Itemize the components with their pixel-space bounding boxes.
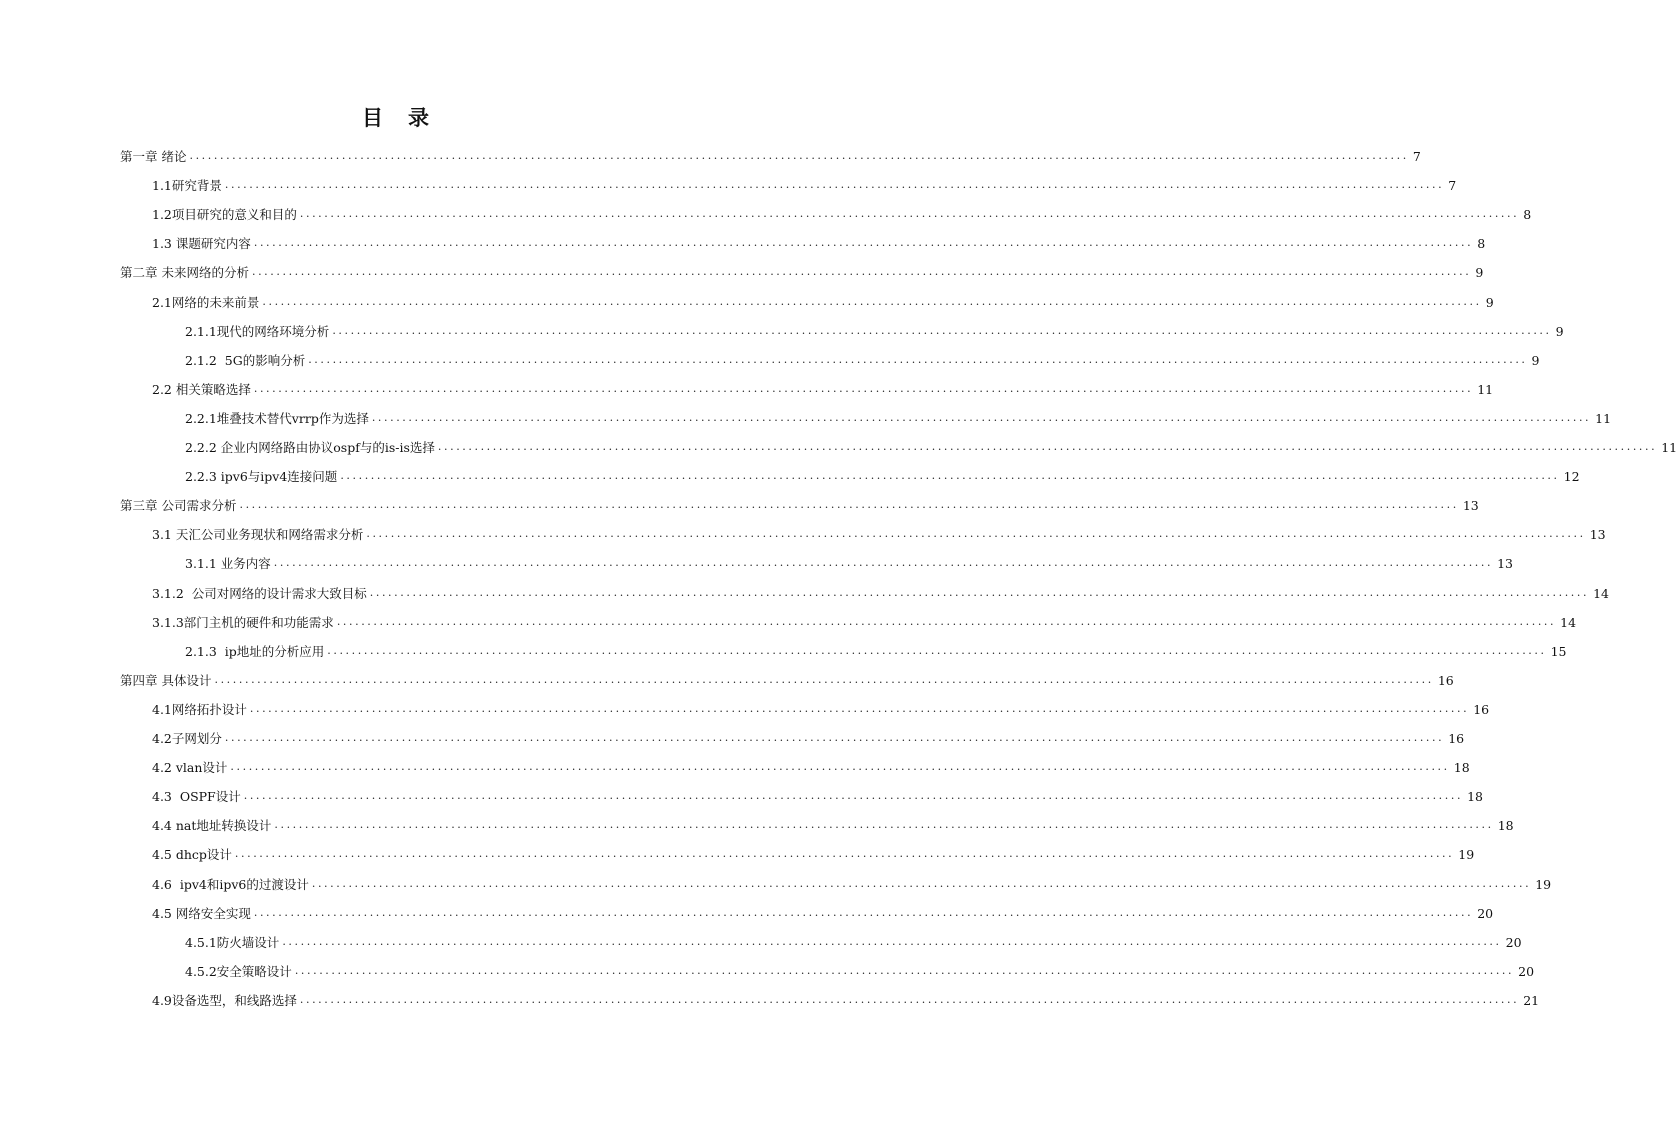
toc-page-number: 13 (1462, 498, 1479, 514)
toc-page-number: 9 (1555, 323, 1564, 339)
toc-entry[interactable] (152, 176, 1457, 196)
toc-entry[interactable] (152, 816, 1514, 836)
toc-page-number: 11 (1477, 381, 1494, 397)
toc-page-number: 16 (1437, 672, 1454, 688)
toc-entry-text: 第二章 未来网络的分析 (120, 265, 249, 281)
toc-entry-text: 4.2 vlan设计 (152, 760, 228, 776)
toc-leader-dots: ........................................................................................................................................................................................................ (253, 381, 1474, 395)
toc-page-number: 19 (1458, 847, 1475, 863)
toc-page-number: 20 (1477, 905, 1494, 921)
toc-page-number: 16 (1473, 701, 1490, 717)
toc-leader-dots: ........................................................................................................................................................................................................ (224, 178, 1445, 192)
toc-page-number: 12 (1563, 469, 1580, 485)
toc-leader-dots: ........................................................................................................................................................................................................ (340, 469, 1560, 483)
toc-entry-text: 4.6 ipv4和ipv6的过渡设计 (152, 876, 309, 892)
toc-entry-text: 4.2子网划分 (152, 731, 222, 746)
toc-leader-dots: ........................................................................................................................................................................................................ (214, 672, 1434, 686)
toc-entry-text: 第四章 具体设计 (120, 672, 212, 688)
toc-leader-dots: ........................................................................................................................................................................................................ (327, 643, 1547, 657)
toc-entry[interactable] (152, 234, 1486, 254)
toc-entry-text: 2.2 相关策略选择 (152, 381, 251, 397)
toc-entry-text: 4.5 dhcp设计 (152, 847, 232, 863)
toc-entry-text: 3.1.1 业务内容 (185, 556, 271, 572)
toc-entry[interactable] (152, 845, 1475, 865)
toc-leader-dots: ........................................................................................................................................................................................................ (224, 731, 1445, 744)
toc-page-number: 20 (1505, 934, 1522, 950)
toc-entry[interactable] (185, 467, 1580, 487)
toc-entry-text: 2.2.1堆叠技术替代vrrp作为选择 (185, 410, 369, 426)
toc-entry-text: 3.1 天汇公司业务现状和网络需求分析 (152, 527, 364, 543)
toc-entry[interactable] (185, 438, 1677, 458)
toc-page-number: 14 (1560, 614, 1577, 630)
toc-page-number: 13 (1497, 556, 1514, 572)
toc-page-number: 16 (1448, 731, 1465, 746)
toc-entry[interactable] (185, 933, 1522, 953)
toc-entry[interactable] (152, 875, 1552, 895)
toc-entry[interactable] (185, 962, 1535, 982)
toc-page-number: 9 (1531, 352, 1540, 368)
toc-page-number: 20 (1518, 963, 1535, 979)
toc-entry-text: 3.1.2 公司对网络的设计需求大致目标 (152, 585, 367, 601)
toc-entry[interactable] (152, 700, 1490, 720)
toc-page-number: 21 (1523, 992, 1540, 1008)
toc-page-number: 9 (1475, 265, 1484, 281)
toc-entry[interactable] (120, 263, 1484, 283)
toc-entry[interactable] (152, 904, 1494, 924)
toc-entry[interactable] (185, 642, 1567, 662)
toc-entry-text: 4.9设备选型，和线路选择 (152, 992, 297, 1008)
toc-leader-dots: ........................................................................................................................................................................................................ (234, 847, 1455, 861)
toc-entry[interactable] (185, 322, 1564, 342)
toc-entry-text: 4.1网络拓扑设计 (152, 701, 247, 717)
toc-leader-dots: ........................................................................................................................................................................................................ (262, 294, 1482, 308)
toc-page-number: 19 (1535, 876, 1552, 892)
toc-entry[interactable] (152, 787, 1483, 807)
toc-leader-dots: ........................................................................................................................................................................................................ (253, 236, 1474, 250)
toc-page-number: 11 (1661, 440, 1677, 455)
toc-leader-dots: ........................................................................................................................................................................................................ (366, 527, 1586, 541)
toc-entry-text: 4.5.2安全策略设计 (185, 963, 292, 979)
toc-entry[interactable] (120, 496, 1479, 516)
toc-entry-text: 2.1.1现代的网络环境分析 (185, 323, 330, 339)
toc-page-number: 14 (1593, 585, 1609, 601)
toc-leader-dots: ........................................................................................................................................................................................................ (311, 876, 1532, 890)
toc-entry-text: 4.5.1防火墙设计 (185, 934, 280, 950)
toc-leader-dots: ........................................................................................................................................................................................................ (273, 556, 1494, 570)
toc-leader-dots: ........................................................................................................................................................................................................ (308, 352, 1528, 366)
toc-entry-text: 3.1.3部门主机的硬件和功能需求 (152, 614, 334, 630)
toc-leader-dots: ........................................................................................................................................................................................................ (274, 818, 1494, 832)
toc-entry-text: 2.2.2 企业内网络路由协议ospf与的is-is选择 (185, 440, 435, 455)
toc-leader-dots: ........................................................................................................................................................................................................ (253, 905, 1474, 919)
toc-leader-dots: ........................................................................................................................................................................................................ (332, 323, 1552, 337)
toc-entry-text: 第三章 公司需求分析 (120, 498, 237, 514)
toc-leader-dots: ........................................................................................................................................................................................................ (437, 440, 1658, 453)
toc-entry[interactable] (120, 671, 1454, 691)
toc-leader-dots: ........................................................................................................................................................................................................ (336, 614, 1557, 628)
toc-page-number: 13 (1589, 527, 1606, 543)
toc-page-number: 11 (1595, 410, 1612, 426)
toc-entry[interactable] (152, 729, 1465, 749)
toc-page-number: 7 (1448, 178, 1457, 194)
toc-leader-dots: ........................................................................................................................................................................................................ (189, 149, 1409, 162)
toc-entry-text: 2.1网络的未来前景 (152, 294, 260, 310)
toc-leader-dots: ........................................................................................................................................................................................................ (299, 992, 1520, 1006)
toc-entry[interactable] (152, 293, 1494, 313)
toc-leader-dots: ........................................................................................................................................................................................................ (251, 265, 1472, 279)
toc-entry-text: 1.2项目研究的意义和目的 (152, 207, 297, 223)
toc-entry-text: 4.5 网络安全实现 (152, 905, 251, 921)
toc-page-number: 8 (1477, 236, 1486, 252)
toc-entry-text: 1.3 课题研究内容 (152, 236, 251, 252)
toc-leader-dots: ........................................................................................................................................................................................................ (243, 789, 1464, 803)
toc-page-number: 9 (1485, 294, 1494, 310)
toc-leader-dots: ........................................................................................................................................................................................................ (249, 701, 1470, 715)
toc-entry[interactable] (152, 525, 1606, 545)
toc-entry-text: 2.2.3 ipv6与ipv4连接问题 (185, 469, 338, 485)
toc-entry-text: 2.1.3 ip地址的分析应用 (185, 643, 325, 659)
toc-entry[interactable] (152, 380, 1494, 400)
toc-entry-text: 第一章 绪论 (120, 149, 187, 164)
toc-entry[interactable] (185, 554, 1514, 574)
toc-page-number: 7 (1412, 149, 1421, 164)
toc-page-number: 18 (1453, 760, 1470, 776)
toc-leader-dots: ........................................................................................................................................................................................................ (282, 934, 1502, 948)
toc-leader-dots: ........................................................................................................................................................................................................ (299, 207, 1520, 221)
toc-title: 目 录 (362, 106, 431, 130)
toc-entry[interactable] (185, 409, 1612, 429)
toc-entry-text: 4.3 OSPF设计 (152, 789, 241, 805)
toc-entry[interactable] (120, 147, 1421, 167)
toc-entry-text: 1.1研究背景 (152, 178, 222, 194)
toc-entry[interactable] (152, 991, 1540, 1011)
toc-page-number: 8 (1523, 207, 1532, 223)
toc-entry[interactable] (185, 351, 1540, 371)
toc-entry[interactable] (152, 584, 1609, 604)
toc-entry-text: 4.4 nat地址转换设计 (152, 818, 272, 834)
toc-page-number: 18 (1467, 789, 1483, 805)
toc-leader-dots: ........................................................................................................................................................................................................ (294, 963, 1515, 977)
toc-entry-text: 2.1.2 5G的影响分析 (185, 352, 306, 368)
toc-leader-dots: ........................................................................................................................................................................................................ (230, 760, 1450, 774)
toc-leader-dots: ........................................................................................................................................................................................................ (369, 585, 1590, 599)
toc-page-number: 15 (1550, 643, 1567, 659)
toc-page-number: 18 (1497, 818, 1514, 834)
toc-entry[interactable] (152, 758, 1470, 778)
toc-leader-dots: ........................................................................................................................................................................................................ (239, 498, 1459, 512)
toc-entry[interactable] (152, 205, 1532, 225)
toc-leader-dots: ........................................................................................................................................................................................................ (371, 410, 1592, 424)
toc-entry[interactable] (152, 613, 1577, 633)
